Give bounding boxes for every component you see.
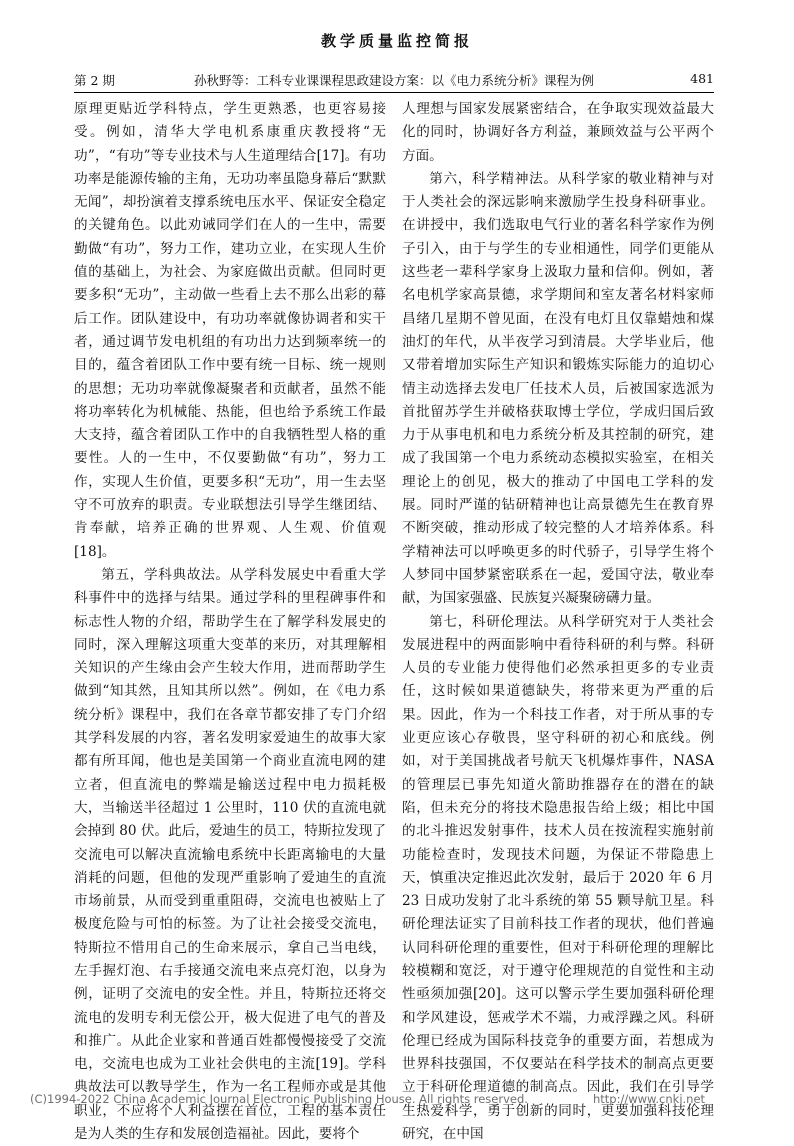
article-title: 孙秋野等：工科专业课课程思政建设方案：以《电力系统分析》课程为例 bbox=[193, 73, 594, 88]
running-head bbox=[74, 71, 714, 91]
copyright-notice: (C)1994-2022 China Academic Journal Electronic Publishing House. All rights reserved. bbox=[30, 1092, 528, 1106]
paragraph: 第七，科研伦理法。从科学研究对于人类社会发展进程中的两面影响中看待科研的利与弊。科研人员的专业能力使得他们必然承担更多的专业责任，这时候如果道德缺失，将带来更为严重的后果。因此，作为一个科技工作者，对于所从事的专业更应该心存敬畏，坚守科研的初心和底线。例如，对于美国挑战者号航天飞机爆炸事件，NASA 的管理层已事先知道火箭助推器存在的潜在的缺陷，但未充分的将技术隐患报告给上级；相比中国的北斗推迟发射事件，技术人员在按流程实施射前功能检查时，发现技术问题，为保证不带隐患上天，慎重决定推迟此次发射，最后于 2020 年 6 月 23 日成功发射了北斗系统的第 55 颗导航卫星。科研伦理法证实了目前科技工作者的现状，他们普遍认同科研伦理的重要性，但对于科研伦理的理解比较模糊和宽泛，对于遵守伦理规范的自觉性和主动性亟须加强[20]。这可以警示学生要加强科研伦理和学风建设，惩戒学术不端，力戒浮躁之风。科研伦理已经成为国际科技竞争的重要方面，若想成为世界科技强国，不仅要站在科学技术的制高点更要立于科研伦理道德的制高点。因此，我们在引导学生热爱科学，勇于创新的同时，更要加强科技伦理研究，在中国 bbox=[402, 613, 714, 1143]
cnki-url[interactable]: http://www.cnki.net bbox=[593, 1092, 706, 1106]
right-column bbox=[402, 98, 714, 1146]
paragraph: 人理想与国家发展紧密结合，在争取实现效益最大化的同时，协调好各方利益，兼顾效益与公平两个方面。 bbox=[402, 101, 714, 164]
paragraph: 原理更贴近学科特点，学生更熟悉，也更容易接受。例如，清华大学电机系康重庆教授将“无功”，“有功”等专业技术与人生道理结合[17]。有功功率是能源传输的主角，无功功率虽隐身幕后“默默无闻”，却扮演着支撑系统电压水平、保证安全稳定的关键角色。以此劝诫同学们在人的一生中，需要勤做“有功”，努力工作，建功立业，在实现人生价值的基础上，为社会、为家庭做出贡献。但同时更要多积“无功”，主动做一些看上去不那么出彩的幕后工作。团队建设中，有功功率就像协调者和实干者，通过调节发电机组的有功出力达到频率统一的目的，蕴含着团队工作中要有统一目标、统一规则的思想；无功功率就像凝聚者和贡献者，虽然不能将功率转化为机械能、热能，但也给予系统工作最大支持，蕴含着团队工作中的自我牺牲型人格的重要性。人的一生中，不仅要勤做“有功”，努力工作，实现人生价值，更要多积“无功”，用一生去坚守不可放弃的职责。专业联想法引导学生继团结、肯奉献，培养正确的世界观、人生观、价值观[18]。 bbox=[74, 101, 386, 560]
page-number: 481 bbox=[690, 71, 714, 86]
issue-number: 第 2 期 bbox=[74, 73, 115, 88]
left-column bbox=[74, 98, 386, 1146]
paragraph: 第六，科学精神法。从科学家的敬业精神与对于人类社会的深远影响来激励学生投身科研事业。在讲授中，我们选取电气行业的著名科学家作为例子引入，由于与学生的专业相通性，同学们更能从这些老一辈科学家身上汲取力量和信仰。例如，著名电机学家高景德，求学期间和室友著名材料家师昌绪几星期不曾见面，在没有电灯且仅靠蜡烛和煤油灯的年代，从半夜学习到清晨。大学毕业后，他又带着增加实际生产知识和锻炼实际能力的迫切心情主动选择去发电厂任技术人员，后被国家选派为首批留苏学生并破格获取博士学位，学成归国后致力于从事电机和电力系统分析及其控制的研究，建成了我国第一个电力系统动态模拟实验室，在相关理论上的创见，极大的推动了中国电工学科的发展。同时严谨的钻研精神也让高景德先生在教育界不断突破，推动形成了较完整的人才培养体系。科学精神法可以呼唤更多的时代骄子，引导学生将个人梦同中国梦紧密联系在一起，爱国守法，敬业奉献，为国家强盛、民族复兴凝聚磅礴力量。 bbox=[402, 170, 714, 607]
header-rule bbox=[74, 92, 714, 93]
paragraph: 第五，学科典故法。从学科发展史中看重大学科事件中的选择与结果。通过学科的里程碑事件和标志性人物的介绍，帮助学生在了解学科发展史的同时，深入理解这项重大变革的来历，对其理解相关知识的产生缘由会产生较大作用，进而帮助学生做到“知其然，且知其所以然”。例如，在《电力系统分析》课程中，我们在各章节都安排了专门介绍其学科发展的内容，著名发明家爱迪生的故事大家都有所耳闻，他也是美国第一个商业直流电网的建立者，但直流电的弊端是输送过程中电力损耗极大，当输送半径超过 1 公里时，110 伏的直流电就会掉到 80 伏。此后，爱迪生的员工，特斯拉发现了交流电可以解决直流输电系统中长距离输电的大量消耗的问题，但他的发现严重影响了爱迪生的直流市场前景，从而受到重重阻碍，交流电也被贴上了极度危险与可怕的标签。为了让社会接受交流电，特斯拉不惜用自己的生命来展示，拿自己当电线，左手握灯泡、右手接通交流电来点亮灯泡，以身为例，证明了交流电的安全性。并且，特斯拉还将交流电的发明专利无偿公开，极大促进了电气的普及和推广。从此企业家和普通百姓都慢慢接受了交流电，交流电也成为工业社会供电的主流[19]。学科典故法可以教导学生，作为一名工程师亦或是其他职业，不应将个人利益摆在首位，工程的基本责任是为人类的生存和发展创造福祉。因此，要将个 bbox=[74, 566, 386, 1143]
journal-title: 教学质量监控简报 bbox=[320, 32, 473, 50]
